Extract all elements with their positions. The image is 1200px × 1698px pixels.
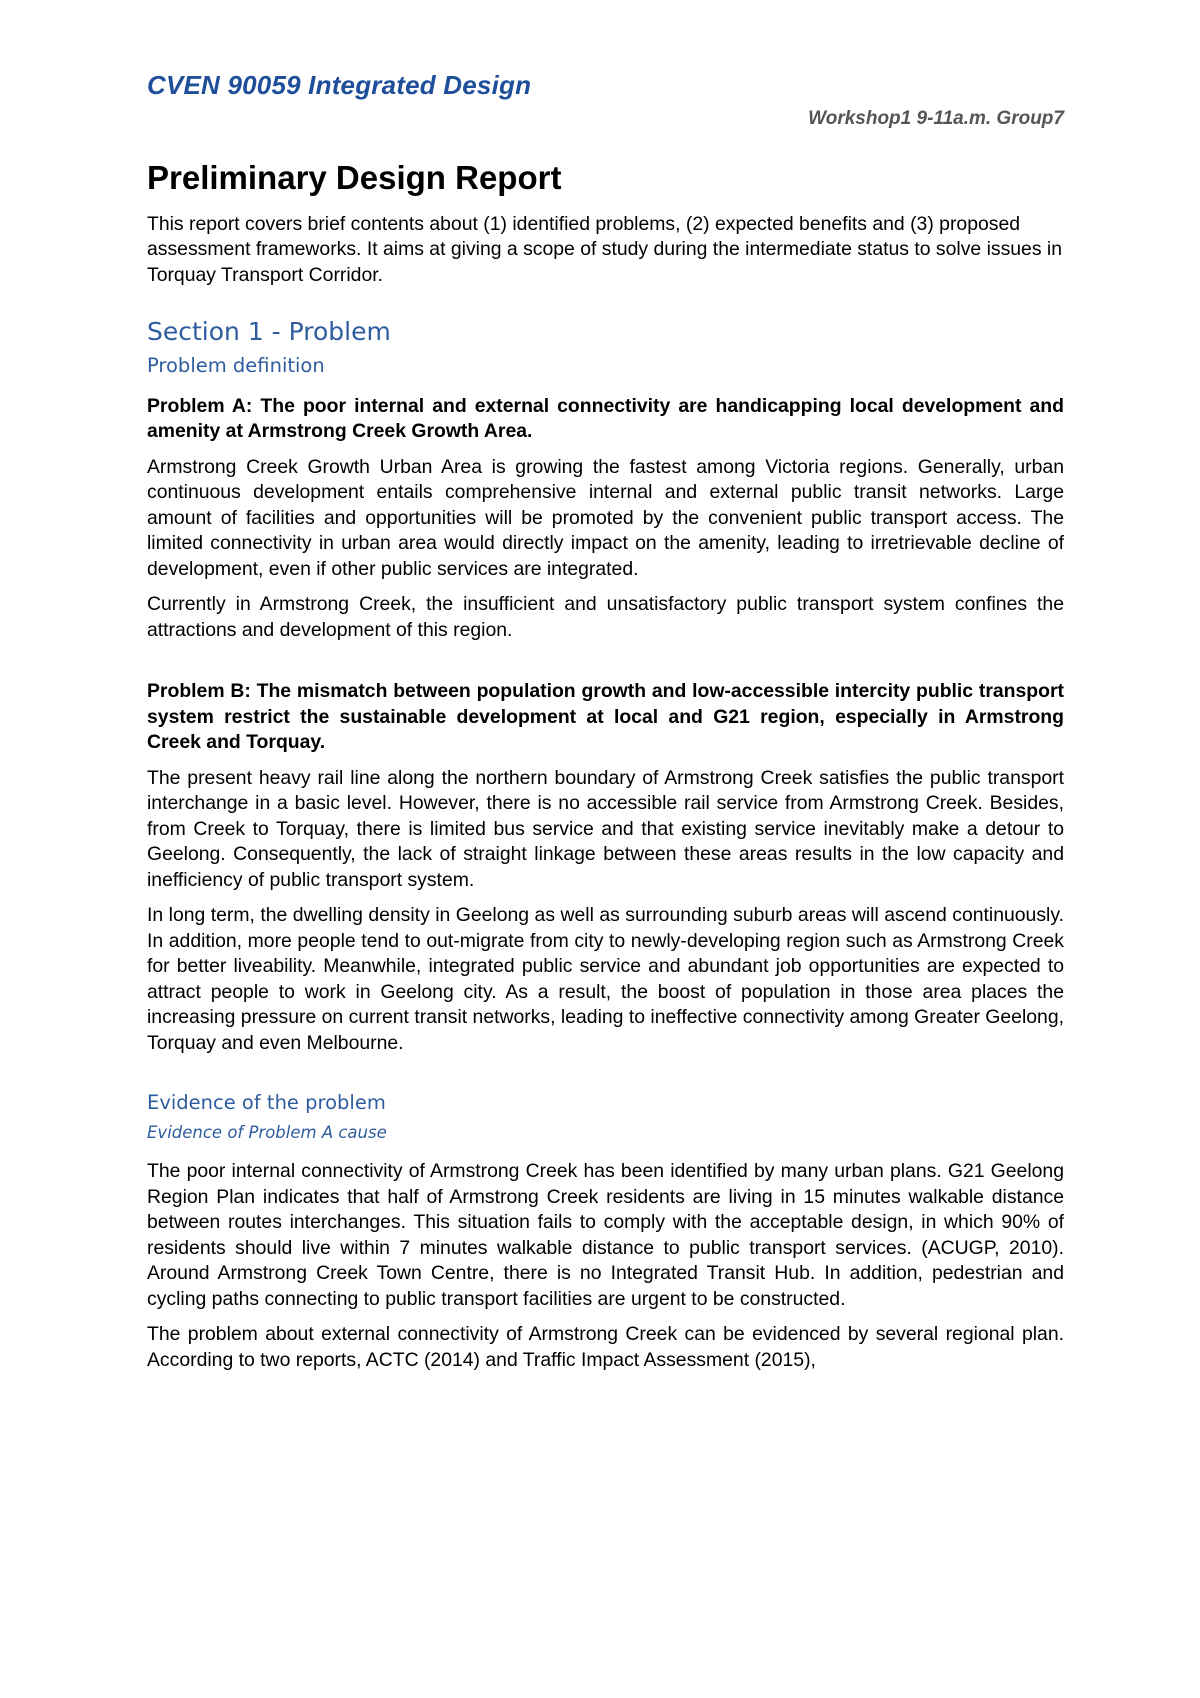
problem-b-paragraph: The present heavy rail line along the northern boundary of Armstrong Creek satisfies the public transport interchange in a basic level. However, there is no accessible rail service from Armstrong Creek. Besides, from Creek to Torquay, there is limited bus service and that existing service inevitably make a detour to Geelong. Consequently, the lack of straight linkage between these areas results in the low capacity and inefficiency of public transport system. (147, 766, 1064, 891)
evidence-heading: Evidence of the problem (147, 1091, 386, 1115)
intro-paragraph: This report covers brief contents about (1) identified problems, (2) expected benefits and (3) proposed assessment frameworks. It aims at giving a scope of study during the intermediate status to solve issues in Torquay Transport Corridor. (147, 212, 1063, 286)
evidence-paragraph: The poor internal connectivity of Armstrong Creek has been identified by many urban plans. G21 Geelong Region Plan indicates that half of Armstrong Creek residents are living in 15 minutes walkable distance between routes interchanges. This situation fails to comply with the acceptable design, in which 90% of residents should live within 7 minutes walkable distance to public transport services. (ACUGP, 2010). Around Armstrong Creek Town Centre, there is no Integrated Transit Hub. In addition, pedestrian and cycling paths connecting to public transport facilities are urgent to be constructed. (147, 1160, 1064, 1310)
problem-b-title: Problem B: The mismatch between population growth and low-accessible intercity public transport system restrict the sustainable development at local and G21 region, especially in Armstrong Creek and Torquay. (147, 680, 1064, 754)
evidence-a-subheading: Evidence of Problem A cause (147, 1122, 387, 1142)
section-1-heading: Section 1 - Problem (147, 317, 391, 347)
evidence-paragraph: The problem about external connectivity of Armstrong Creek can be evidenced by several regional plan. According to two reports, ACTC (2014) and Traffic Impact Assessment (2015), (147, 1323, 1064, 1371)
course-title: CVEN 90059 Integrated Design (147, 70, 532, 100)
problem-a-title: Problem A: The poor internal and external connectivity are handicapping local development and amenity at Armstrong Creek Growth Area. (147, 394, 1064, 443)
problem-a-paragraph: Armstrong Creek Growth Urban Area is growing the fastest among Victoria regions. Generally, urban continuous development entails comprehensive internal and external public transit networks. Large amount of facilities and opportunities will be promoted by the convenient public transport access. The limited connectivity in urban area would directly impact on the amenity, leading to irretrievable decline of development, even if other public services are integrated. (147, 455, 1064, 580)
spacer (147, 653, 1064, 679)
problem-b-paragraph: In long term, the dwelling density in Geelong as well as surrounding suburb areas will ascend continuously. In addition, more people tend to out-migrate from city to newly-developing region such as Armstrong Creek for better liveability. Meanwhile, integrated public service and abundant job opportunities are expected to attract people to work in Geelong city. As a result, the boost of population in those area places the increasing pressure on current transit networks, leading to ineffective connectivity among Greater Geelong, Torquay and even Melbourne. (147, 904, 1064, 1054)
workshop-label: Workshop1 9-11a.m. Group7 (808, 108, 1064, 129)
report-title: Preliminary Design Report (147, 159, 562, 196)
problem-a-paragraph: Currently in Armstrong Creek, the insufficient and unsatisfactory public transport system confines the attractions and development of this region. (147, 593, 1064, 641)
report-content (147, 158, 1064, 1383)
problem-definition-heading: Problem definition (147, 353, 325, 377)
